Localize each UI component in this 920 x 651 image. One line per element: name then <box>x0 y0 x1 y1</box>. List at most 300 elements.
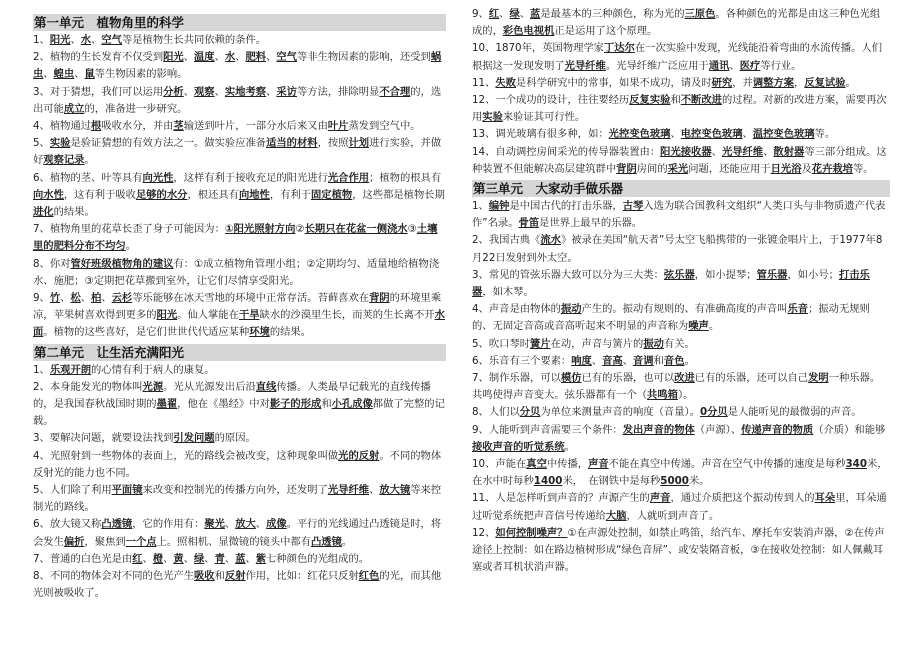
text-segment: 输送到叶片，一部分水后来又由 <box>183 120 328 133</box>
key-term: 耳朵 <box>814 492 836 505</box>
note-paragraph <box>33 221 446 255</box>
key-term: 传递声音的物质 <box>741 423 814 436</box>
note-paragraph <box>33 516 446 550</box>
text-segment: 、 <box>183 85 195 98</box>
key-term: 弦乐器 <box>663 268 695 281</box>
key-term: 红色 <box>358 570 380 583</box>
text-segment: 等三部分组成。这种装置不但能解决高层建筑群中 <box>472 145 887 175</box>
key-term: 墨翟 <box>156 398 178 411</box>
key-term: 管乐器 <box>756 268 788 281</box>
text-segment: 和 <box>214 570 225 583</box>
key-term: 真空 <box>526 458 547 471</box>
text-segment: ，按照 <box>317 137 349 150</box>
text-segment: 4、光照射到一些物体的表面上，光的路线会被改变，这种现象叫做 <box>33 449 339 462</box>
key-term: 叶片 <box>327 120 349 133</box>
text-segment: 、 <box>183 51 195 64</box>
text-segment: 的，准备进一步研究。 <box>84 102 188 115</box>
note-paragraph <box>33 362 446 379</box>
text-segment: 2、植物的生长发育不仅受到 <box>33 51 164 64</box>
note-paragraph <box>472 267 890 301</box>
text-segment: ，如木琴。 <box>482 286 534 299</box>
text-segment: 、 <box>235 51 246 64</box>
text-segment: 、 <box>729 59 740 72</box>
note-paragraph <box>472 370 890 404</box>
text-segment: 9、人能听到声音需要三个条件： <box>472 423 623 436</box>
text-segment: ，它的作用有： <box>132 518 205 531</box>
key-term: 不合理 <box>379 85 411 98</box>
note-paragraph <box>33 118 446 135</box>
key-term: 音高 <box>602 354 623 367</box>
note-paragraph <box>472 198 890 232</box>
text-segment: 蒸发到空气中。 <box>348 120 421 133</box>
text-segment: 》被录在美国“航天者”号太空飞船携带的一张镀金唱片上，于1977年8月22日发射到外太空。 <box>472 234 883 264</box>
text-segment: 6、乐音有三个要素： <box>472 354 572 367</box>
text-segment: 3、要解决问题，就要设法找到 <box>33 432 174 445</box>
key-term: 分贝 <box>519 406 541 419</box>
text-segment: 、 <box>369 484 380 497</box>
key-term: 向水性 <box>33 188 64 201</box>
unit-heading: 第三单元 大家动手做乐器 <box>472 180 890 197</box>
key-term: 计划 <box>348 137 370 150</box>
text-segment: 入选为联合国教科文组织“人类口头与非物质遗产代表作”名录。 <box>472 200 886 230</box>
text-segment: 的光，而其他光则被吸收了。 <box>33 570 442 600</box>
text-segment: 是人能听见的最微弱的声音。 <box>727 406 862 419</box>
text-segment: 、 <box>670 128 681 141</box>
text-segment: 5、人们除了利用 <box>33 484 112 497</box>
key-term: 光导纤维 <box>327 484 370 497</box>
key-term: 成像 <box>266 518 287 531</box>
key-term: 音色 <box>663 354 685 367</box>
text-segment: 2、我国古典《 <box>472 234 541 247</box>
key-term: 水面 <box>33 309 445 339</box>
note-paragraph <box>33 135 446 169</box>
text-segment: 为单位来测量声音的响度（音量）。 <box>540 406 700 419</box>
key-term: 红 <box>132 552 143 565</box>
text-segment: 正是运用了这个原理。 <box>554 25 658 38</box>
key-term: 肥料 <box>245 51 267 64</box>
key-term: 青 <box>214 552 225 565</box>
key-term: 医疗 <box>739 59 761 72</box>
text-segment: 在动，声音与簧片的 <box>550 337 644 350</box>
text-segment: 上。照相机、显微镜的镜头中都有 <box>156 535 312 548</box>
text-segment: 1、 <box>33 363 50 376</box>
key-term: 音调 <box>633 354 654 367</box>
text-segment: 、 <box>101 292 112 305</box>
key-term: 放大 <box>235 518 256 531</box>
text-segment: 。 <box>708 320 720 333</box>
key-term: 实验 <box>49 137 71 150</box>
key-term: 茎 <box>173 120 184 133</box>
text-segment: 4、声音是由物体的 <box>472 303 561 316</box>
text-segment: 3、常见的管弦乐器大致可以分为三大类： <box>472 268 664 281</box>
note-paragraph <box>472 126 890 143</box>
text-segment: 、 <box>622 354 634 367</box>
key-term: 土壤里的肥料分布不均匀 <box>33 223 438 253</box>
text-segment: （声源）、 <box>694 423 742 436</box>
note-paragraph <box>33 256 446 290</box>
note-paragraph <box>33 32 446 49</box>
text-segment: 、 <box>70 34 81 46</box>
text-segment: 及 <box>801 162 812 175</box>
text-segment: 。光从光源发出后沿 <box>163 380 256 393</box>
text-segment: 11、人是怎样听到声音的？声源产生的 <box>472 492 650 505</box>
text-segment: 、 <box>742 128 753 141</box>
note-paragraph <box>472 301 890 335</box>
key-term: 改进 <box>674 372 695 385</box>
key-term: 模仿 <box>560 372 582 385</box>
text-segment: 9、 <box>472 8 489 20</box>
note-paragraph <box>472 456 890 490</box>
key-term: 背阴 <box>616 162 637 175</box>
text-segment: 等。 <box>852 162 874 175</box>
note-paragraph <box>472 6 890 40</box>
key-term: 1400 <box>533 475 563 488</box>
key-term: 观察 <box>194 85 215 98</box>
text-segment: 缺水的沙漠里生长，而荚的生长离不开 <box>259 309 435 322</box>
text-segment: ，人就听到声音了。 <box>626 509 720 522</box>
key-term: 蜗虫 <box>33 51 442 81</box>
note-paragraph <box>33 170 446 222</box>
note-paragraph <box>33 290 446 342</box>
text-segment: 都做了完整的记载。 <box>33 398 445 428</box>
key-term: 向地性 <box>238 188 270 201</box>
key-term: 柏 <box>91 292 102 305</box>
text-segment: 。 <box>845 76 856 89</box>
text-segment: 是世界上最早的乐器。 <box>539 217 643 230</box>
note-paragraph <box>33 482 446 516</box>
text-segment: 的环境里乘凉，苹果树喜欢得到更多的 <box>33 292 442 322</box>
key-term: 发明 <box>808 372 829 385</box>
text-segment: 的，选出可能 <box>33 85 442 115</box>
key-term: 散射器 <box>773 145 805 158</box>
text-segment: 、 <box>60 292 71 305</box>
key-term: 响度 <box>571 354 592 367</box>
text-segment: 3、对于猜想，我们可以运用 <box>33 85 164 98</box>
text-segment: 、 <box>142 552 153 565</box>
key-term: 采访 <box>276 85 297 98</box>
text-segment: ，这有利于吸收 <box>63 188 136 201</box>
text-segment: 的心情有利于病人的康复。 <box>91 363 215 376</box>
key-term: 反射 <box>224 570 246 583</box>
key-term: 足够的水分 <box>135 188 188 201</box>
key-term: 彩色电视机 <box>502 25 555 38</box>
key-term: 成立 <box>63 102 85 115</box>
key-term: 竹 <box>49 292 61 305</box>
key-term: 适当的材料 <box>266 137 318 150</box>
key-term: 日光浴 <box>770 162 802 175</box>
text-segment: ）。 <box>677 389 694 402</box>
text-segment: 的结果。 <box>269 326 312 339</box>
text-segment: 是中国古代的打击乐器， <box>509 200 623 213</box>
key-term: 蓝 <box>235 552 246 565</box>
text-segment: 在一次实验中发现，光线能沿着弯曲的水流传播。人们根据这一发现发明了 <box>472 42 882 72</box>
text-segment: 米。 <box>688 475 710 488</box>
key-term: 根 <box>91 120 102 133</box>
key-term: 一个点 <box>125 535 157 548</box>
text-segment: ，他在《墨经》中对 <box>177 398 270 411</box>
text-segment: 、 <box>214 85 225 98</box>
note-paragraph <box>33 448 446 482</box>
text-segment: 里，耳朵通过听觉系统把声音信号传递给 <box>472 492 887 522</box>
note-paragraph <box>472 92 890 126</box>
text-segment: 等来控制光的路线。 <box>33 484 442 514</box>
text-segment: 。植物的这些喜好，是它们世世代代适应某种 <box>43 326 250 339</box>
key-term: 绿 <box>509 8 520 20</box>
key-term: 吸收 <box>194 570 215 583</box>
key-term: 声音 <box>588 458 609 471</box>
text-segment: ，有利于 <box>269 188 312 201</box>
key-term: 乐观开朗 <box>49 363 92 376</box>
text-segment: ， <box>794 76 805 89</box>
text-segment: 产生的。振动有规则的、有准确高度的声音叫 <box>581 303 788 316</box>
key-term: 环境 <box>249 326 270 339</box>
left-column <box>33 0 446 603</box>
text-segment: ，聚焦到 <box>84 535 126 548</box>
text-segment: 。 <box>84 154 95 167</box>
text-segment: 来改变和控制光的传播方向外，还发明了 <box>142 484 328 497</box>
key-term: 编钟 <box>488 200 510 213</box>
key-term: 骨笛 <box>518 217 540 230</box>
key-term: 进化 <box>33 206 54 219</box>
note-paragraph <box>33 568 446 602</box>
text-segment: 、 <box>255 518 267 531</box>
text-segment: ③ <box>407 223 417 236</box>
key-term: 通讯 <box>708 59 730 72</box>
key-term: ①阳光照射方向 <box>224 223 296 236</box>
key-term: 影子的形成 <box>269 398 322 411</box>
text-segment: 房间的 <box>636 162 668 175</box>
text-segment: 中传播， <box>546 458 589 471</box>
key-term: 背阴 <box>369 292 390 305</box>
text-segment: 、 <box>214 51 225 64</box>
text-segment: 、 <box>224 518 236 531</box>
text-segment: 7、普通的白色光是由 <box>33 552 133 565</box>
text-segment: 。 <box>341 535 353 548</box>
text-segment: 和 <box>653 354 664 367</box>
key-term: 花卉栽培 <box>811 162 853 175</box>
text-segment: 11、 <box>472 76 496 89</box>
text-segment: 。 <box>684 354 695 367</box>
text-segment: 吸收水分，并由 <box>101 120 174 133</box>
key-term: 光源 <box>142 380 164 393</box>
text-segment: 进行实验，并做好 <box>33 137 442 167</box>
text-segment: 等乐能够在冰天雪地的环境中正常存活。苔藓喜欢在 <box>132 292 370 305</box>
text-segment: 。 <box>564 440 575 453</box>
text-segment: 10、声能在 <box>472 458 527 471</box>
text-segment: 2、本身能发光的物体叫 <box>33 380 143 393</box>
text-segment: 10、1870年，英国物理学家 <box>472 42 604 55</box>
note-paragraph <box>472 525 890 577</box>
text-segment: 、 <box>711 145 722 158</box>
note-paragraph <box>33 84 446 118</box>
text-segment: 是科学研究中的常事，如果不成功，请及时 <box>516 76 712 89</box>
key-term: 光合作用 <box>327 171 370 184</box>
key-term: 发出声音的物体 <box>622 423 695 436</box>
key-term: 反复实验 <box>629 94 671 107</box>
text-segment: ，通过介质把这个振动传到人的 <box>670 492 815 505</box>
key-term: 打击乐器 <box>472 268 870 299</box>
key-term: 放大镜 <box>379 484 411 497</box>
text-segment: ；振动无规则的、无固定音高或音高听起来不明显的声音称为 <box>472 303 870 333</box>
note-paragraph <box>472 336 890 353</box>
text-segment: 。光导纤维广泛应用于 <box>605 59 709 72</box>
key-term: 接收声音的听觉系统 <box>472 440 565 453</box>
text-segment: 12、 <box>472 526 496 539</box>
text-segment: 、 <box>91 34 102 46</box>
key-term: 乐音 <box>787 303 809 316</box>
text-segment: 、 <box>80 292 92 305</box>
key-term: 古琴 <box>622 200 644 213</box>
text-segment: 6、放大镜又称 <box>33 518 102 531</box>
text-segment: 、 <box>763 145 774 158</box>
unit-heading: 第二单元 让生活充满阳光 <box>33 344 446 361</box>
text-segment: 6、植物的茎、叶等具有 <box>33 171 143 184</box>
text-segment: 和 <box>321 398 332 411</box>
key-term: 采光 <box>667 162 689 175</box>
key-term: 凸透镜 <box>101 518 133 531</box>
key-term: 聚光 <box>204 518 225 531</box>
text-segment: 4、植物通过 <box>33 120 92 133</box>
text-segment: 等是植物生长共同依赖的条件。 <box>121 34 267 46</box>
text-segment: 7、植物角里的花草长歪了身子可能因为： <box>33 223 225 236</box>
text-segment: ，如小提琴； <box>694 268 757 281</box>
text-segment: ，这些都是植物长期 <box>352 188 445 201</box>
note-paragraph <box>472 404 890 421</box>
key-term: 黄 <box>173 552 184 565</box>
note-paragraph <box>472 490 890 524</box>
key-term: 松 <box>70 292 81 305</box>
key-term: 丁达尔 <box>603 42 635 55</box>
key-term: 实地考察 <box>224 85 267 98</box>
text-segment: 。各种颜色的光都是由这三种色光组成的， <box>472 8 881 38</box>
text-segment: 米，在水中时每秒 <box>472 458 888 488</box>
text-segment: 等生物因素的影响。 <box>94 68 188 81</box>
text-segment: 已有的乐器，也可以 <box>581 372 675 385</box>
key-term: 不断改进 <box>680 94 722 107</box>
text-segment: ，根还具有 <box>187 188 239 201</box>
text-segment: 已有的乐器，还可以自己 <box>694 372 809 385</box>
key-term: 蓝 <box>530 8 541 20</box>
text-segment: ；植物的根具有 <box>369 171 442 184</box>
key-term: 空气 <box>101 34 122 46</box>
text-segment: 12、一个成功的设计，往往要经历 <box>472 94 630 107</box>
text-segment: 7、制作乐器，可以 <box>472 372 561 385</box>
key-term: 噪声 <box>688 320 709 333</box>
text-segment: 、 <box>519 8 531 20</box>
text-segment: 5、 <box>33 137 50 150</box>
key-term: 鼠 <box>84 68 95 81</box>
key-term: 阳光 <box>49 34 71 46</box>
key-term: 平面镜 <box>111 484 143 497</box>
key-term: 三原色 <box>684 8 716 20</box>
text-segment: ，这样有利于接收充足的阳光进行 <box>173 171 328 184</box>
text-segment: 8、不同的物体会对不同的色光产生 <box>33 570 195 583</box>
text-segment: 来验证其可行性。 <box>502 111 586 124</box>
key-term: 水 <box>80 34 92 46</box>
key-term: 橙 <box>152 552 164 565</box>
key-term: 水 <box>224 51 236 64</box>
key-term: 温控变色玻璃 <box>752 128 815 141</box>
text-segment: 有关。 <box>663 337 695 350</box>
text-segment: 传播。人类最早记载光的直线传播的，是我国春秋战国时期的 <box>33 380 431 411</box>
key-term: 声音 <box>649 492 671 505</box>
text-segment: 、 <box>74 68 85 81</box>
key-term: 引发问题 <box>173 432 215 445</box>
key-term: 阳光接收器 <box>660 145 712 158</box>
key-term: 5000 <box>660 475 689 488</box>
key-term: 0分贝 <box>699 406 728 419</box>
text-segment: 5、吹口琴时 <box>472 337 531 350</box>
text-segment: 8、你对 <box>33 257 71 270</box>
key-term: 小孔成像 <box>331 398 373 411</box>
text-segment: 9、 <box>33 292 50 305</box>
note-paragraph <box>33 551 446 568</box>
text-segment: 的原因。 <box>214 432 256 445</box>
key-term: 反复试验 <box>804 76 846 89</box>
text-segment: 、 <box>224 552 236 565</box>
key-term: 共鸣箱 <box>647 389 678 402</box>
text-segment: 、 <box>591 354 603 367</box>
note-paragraph <box>472 75 890 92</box>
text-segment: 问题，还能应用于 <box>688 162 771 175</box>
key-term: 阳光 <box>163 51 184 64</box>
note-paragraph <box>472 144 890 178</box>
text-segment: 作用，比如：红花只反射 <box>245 570 359 583</box>
text-segment: 、 <box>499 8 510 20</box>
text-segment: 、 <box>183 552 195 565</box>
key-term: 向光性 <box>142 171 174 184</box>
key-term: 大脑 <box>605 509 627 522</box>
key-term: 电控变色玻璃 <box>680 128 743 141</box>
right-column <box>472 0 890 577</box>
key-term: 观察记录 <box>43 154 85 167</box>
key-term: 光导纤维 <box>564 59 606 72</box>
key-term: 直线 <box>255 380 277 393</box>
key-term: 流水 <box>540 234 561 247</box>
note-paragraph <box>472 353 890 370</box>
unit-heading: 第一单元 植物角里的科学 <box>33 14 446 31</box>
text-segment: 七种颜色的光组成的。 <box>266 552 370 565</box>
key-term: 340 <box>845 458 867 471</box>
text-segment: 13、调光玻璃有很多种，如： <box>472 128 609 141</box>
key-term: 调整方案 <box>752 76 795 89</box>
text-segment: 是验证猜想的有效方法之一。做实验应准备 <box>70 137 267 150</box>
note-paragraph <box>33 430 446 447</box>
text-segment: ，并 <box>732 76 753 89</box>
key-term: 偏折 <box>63 535 85 548</box>
text-segment: 等方法，排除明显 <box>296 85 380 98</box>
text-segment: 、 <box>204 552 215 565</box>
text-segment: 不能在真空中传递。声音在空气中传播的速度是每秒 <box>608 458 846 471</box>
text-segment: （介质）和能够 <box>813 423 886 436</box>
text-segment: 。不同的物体反射光的能力也不同。 <box>33 449 442 479</box>
key-term: 云杉 <box>111 292 133 305</box>
key-term: 干旱 <box>238 309 260 322</box>
key-term: 固定植物 <box>311 188 353 201</box>
text-segment: 等。 <box>814 128 836 141</box>
text-segment: 。仙人掌能在 <box>177 309 239 322</box>
text-segment: 、 <box>266 51 277 64</box>
text-segment: 、 <box>266 85 277 98</box>
key-term: 长期只在花盆一侧浇水 <box>304 223 408 236</box>
text-segment: 。 <box>125 240 136 253</box>
text-segment: 。平行的光线通过凸透镜是时，将会发生 <box>33 518 442 548</box>
key-term: 研究 <box>711 76 733 89</box>
text-segment: 是最基本的三种颜色，称为光的 <box>540 8 685 20</box>
text-segment: 14、自动调控房间采光的传导器装置由： <box>472 145 661 158</box>
key-term: 蝗虫 <box>53 68 75 81</box>
note-paragraph <box>33 49 446 83</box>
